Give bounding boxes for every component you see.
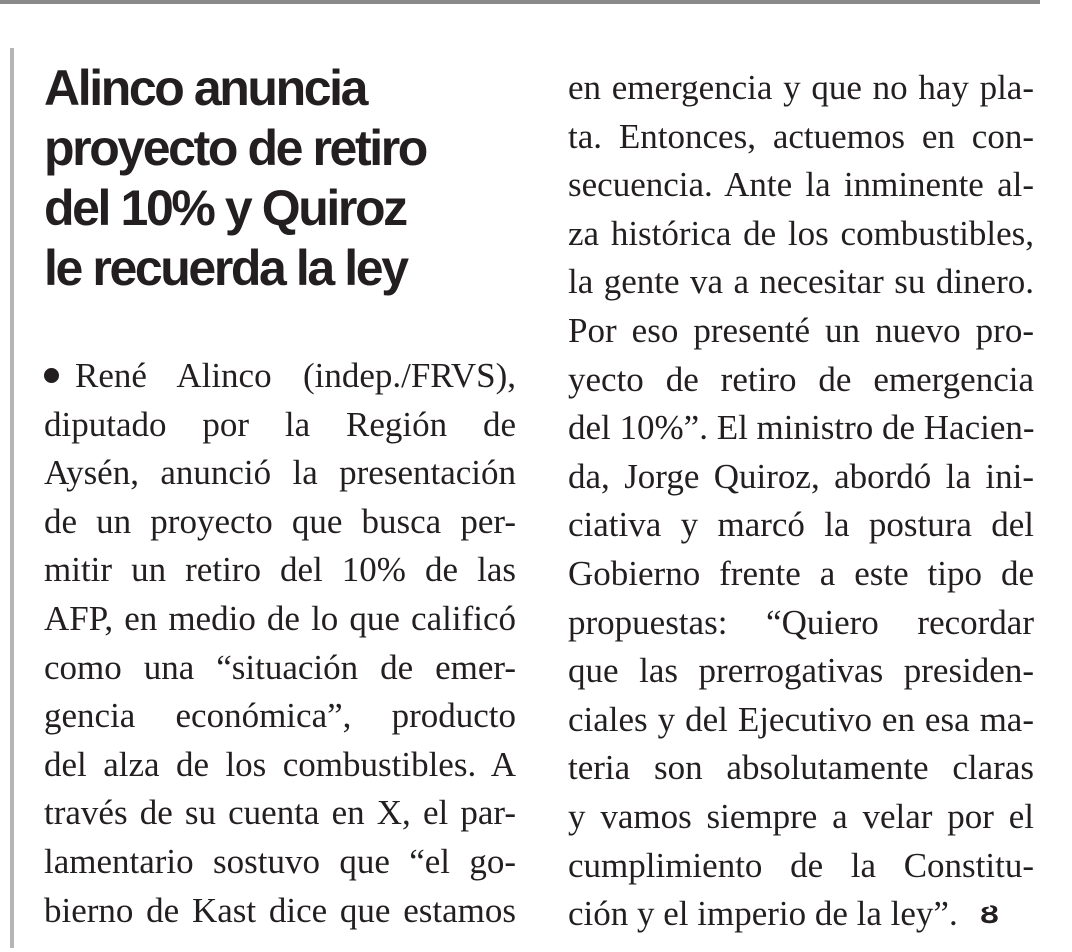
body-line: secuencia. Ante la inminente al- [568, 165, 1034, 205]
body-line: mitir un retiro del 10% de las [44, 550, 516, 590]
body-line: za histórica de los combustibles, [568, 213, 1034, 253]
body-line: diputado por la Región de [44, 404, 516, 444]
body-line: cumplimiento de la Constitu- [568, 845, 1034, 885]
left-column-divider [10, 48, 14, 948]
body-line: del alza de los combustibles. A [44, 744, 516, 784]
body-line: en emergencia y que no hay pla- [568, 68, 1034, 107]
body-line: ciativa y marcó la postura del [568, 505, 1034, 545]
body-line: como una “situación de emer- [44, 647, 516, 687]
headline-line: le recuerda la ley [44, 240, 407, 296]
body-line: y vamos siempre a velar por el [568, 796, 1034, 836]
article-headline [44, 58, 544, 298]
body-line: AFP, en medio de lo que calificó [44, 598, 516, 638]
body-line: ta. Entonces, actuemos en con- [568, 116, 1034, 156]
body-line: de un proyecto que busca per- [44, 501, 516, 541]
article-body-right-column [568, 64, 1034, 940]
body-line: del 10%”. El ministro de Hacien- [568, 408, 1035, 448]
top-divider [0, 0, 1040, 4]
body-line-first [44, 352, 516, 401]
bullet-dot-icon [44, 368, 59, 383]
article-body-left-column [44, 352, 516, 935]
headline-line: del 10% y Quiroz [44, 180, 406, 236]
body-line: da, Jorge Quiroz, abordó la ini- [568, 456, 1034, 496]
body-line: la gente va a necesitar su dinero. [568, 262, 1034, 302]
body-line: ciales y del Ejecutivo en esa ma- [568, 699, 1034, 739]
body-line: bierno de Kast dice que estamos [44, 890, 516, 930]
body-line: gencia económica”, producto [44, 696, 516, 736]
body-line-text: ción y el imperio de la ley”. [568, 894, 958, 934]
body-line: que las prerrogativas presiden- [568, 651, 1034, 691]
headline-line: Alinco anuncia [44, 60, 367, 116]
end-of-article-mark-icon: Ȣ [979, 901, 998, 930]
headline-line: proyecto de retiro [44, 120, 426, 176]
body-line: propuestas: “Quiero recordar [568, 602, 1034, 642]
body-line: lamentario sostuvo que “el go- [44, 841, 516, 881]
body-line: través de su cuenta en X, el par- [44, 793, 516, 833]
body-line-final [568, 890, 1034, 940]
body-line: Por eso presenté un nuevo pro- [568, 310, 1034, 350]
body-line: teria son absolutamente claras [568, 748, 1034, 788]
body-line: Aysén, anunció la presentación [44, 453, 516, 493]
body-line-text: René Alinco (indep./FRVS), [75, 356, 516, 395]
body-line: yecto de retiro de emergencia [568, 359, 1034, 399]
body-line: Gobierno frente a este tipo de [568, 553, 1034, 593]
